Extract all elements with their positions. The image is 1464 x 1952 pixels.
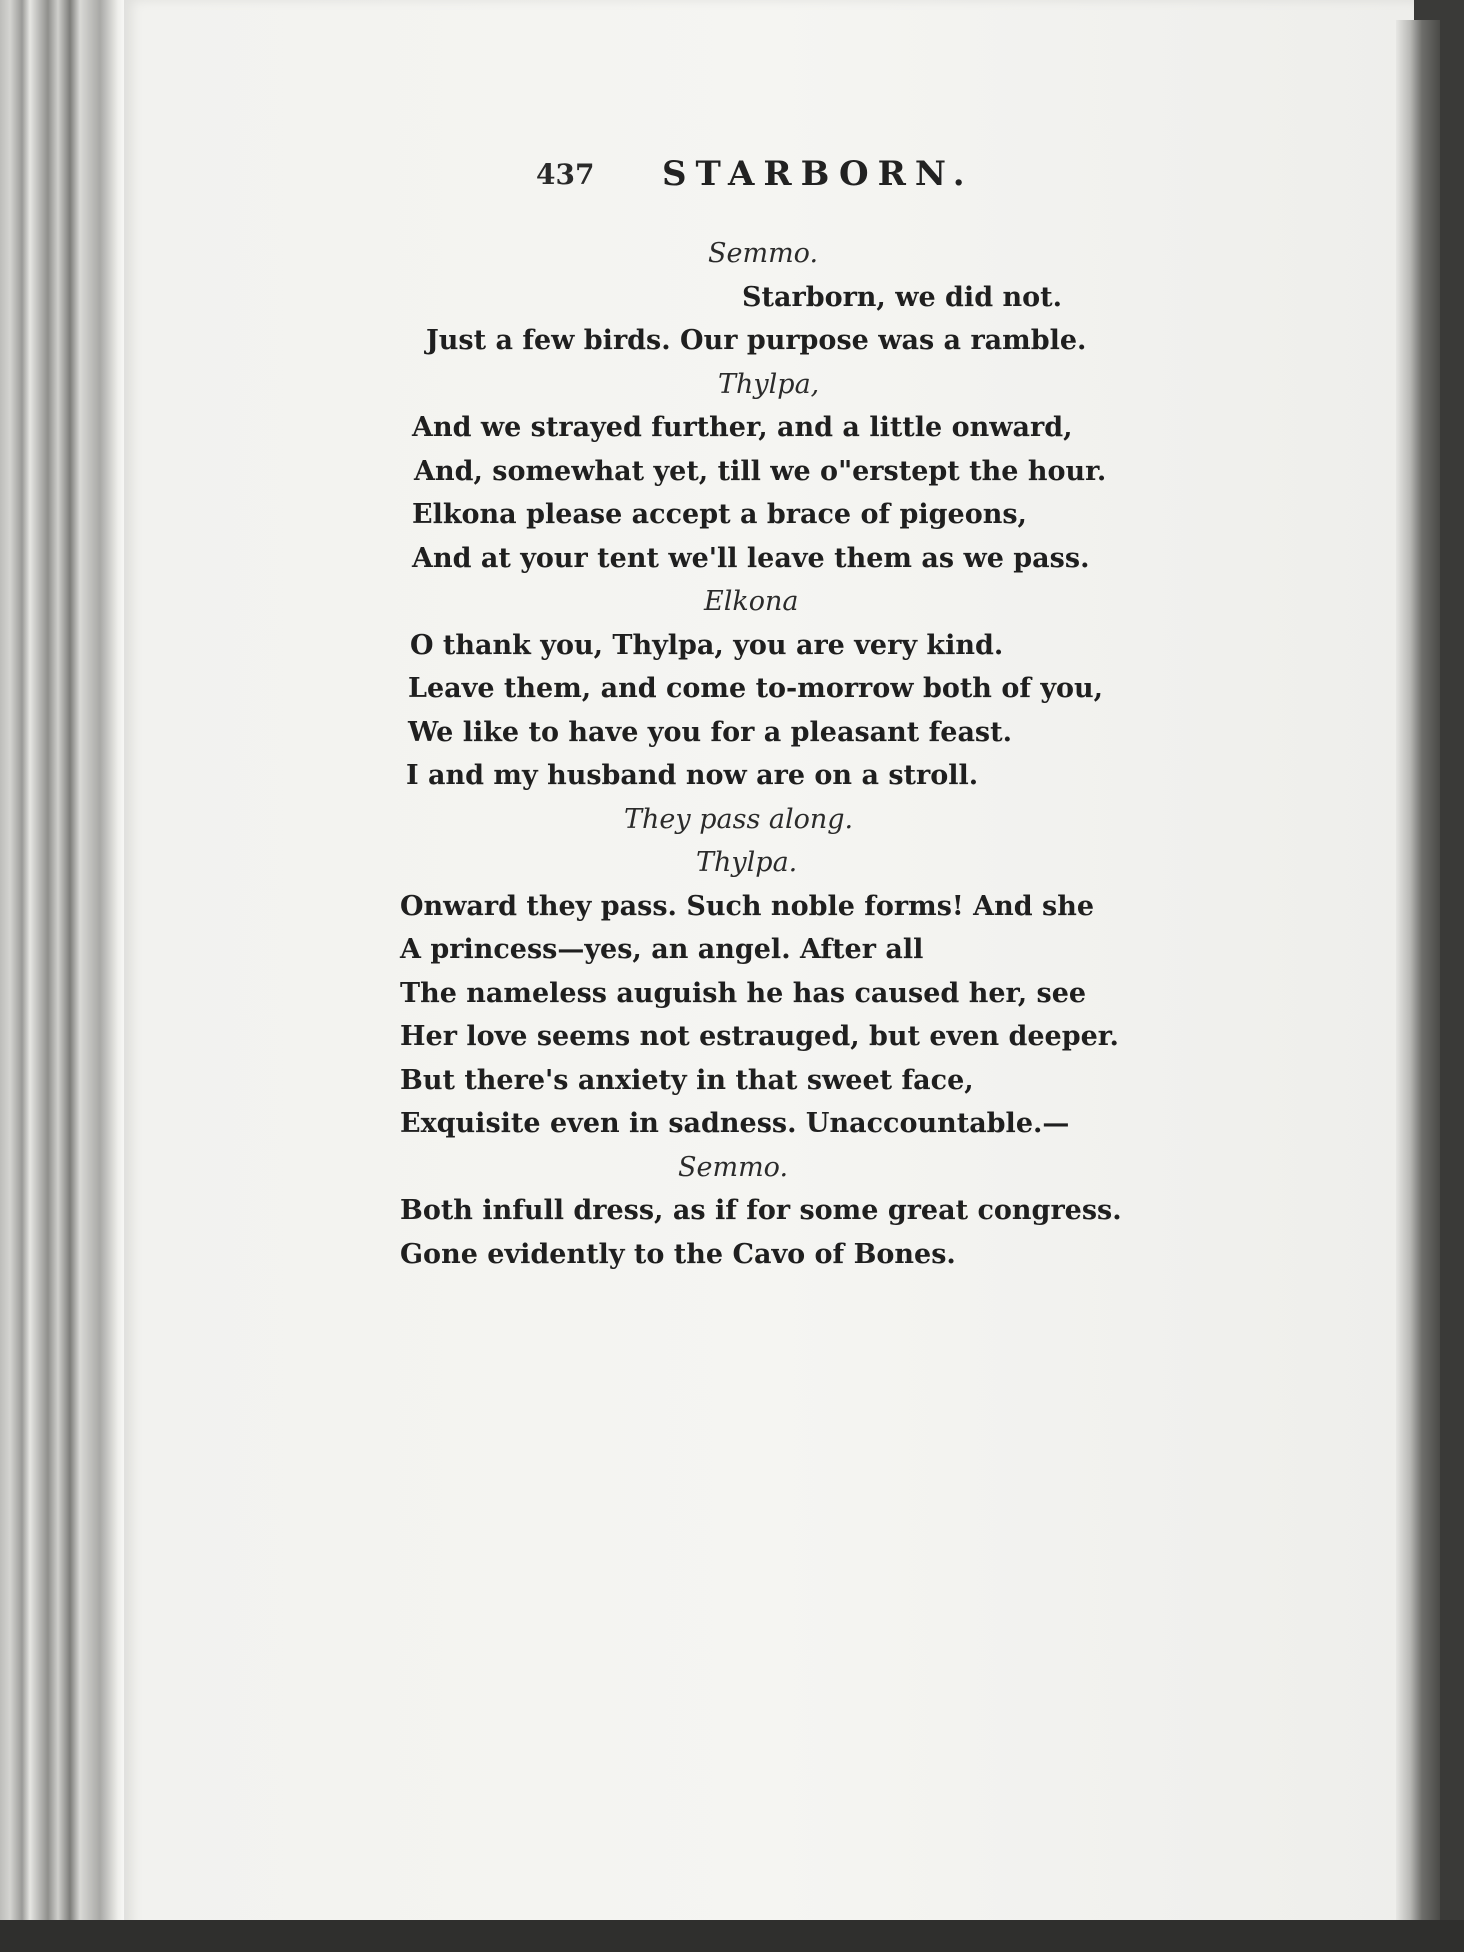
verse-line: Starborn, we did not.	[742, 281, 1062, 313]
verse-line: And, somewhat yet, till we o"erstept the hour.	[414, 455, 1107, 487]
verse-line: Both infull dress, as if for some great congress.	[400, 1195, 1122, 1226]
verse-line: Elkona please accept a brace of pigeons,	[412, 499, 1027, 530]
speaker-name: They pass along.	[624, 803, 854, 835]
verse-line: We like to have you for a pleasant feast.	[408, 716, 1013, 748]
verse-text	[400, 232, 1120, 1276]
page-number: 437	[536, 158, 595, 191]
verse-line: And we strayed further, and a little onward,	[412, 412, 1073, 443]
verse-line: A princess—yes, an angel. After all	[400, 934, 924, 965]
verse-line: Leave them, and come to-morrow both of you,	[408, 673, 1104, 704]
running-title: STARBORN.	[662, 154, 974, 194]
speaker-name: Semmo.	[708, 238, 819, 269]
verse-line: O thank you, Thylpa, you are very kind.	[410, 629, 1004, 661]
verse-line: Gone evidently to the Cavo of Bones.	[400, 1238, 956, 1270]
speaker-name: Elkona	[704, 586, 799, 617]
speaker-name: Thylpa,	[718, 368, 820, 400]
verse-line: Onward they pass. Such noble forms! And she	[400, 890, 1095, 922]
speaker-name: Thylpa.	[696, 847, 798, 878]
verse-line: Just a few birds. Our purpose was a ramble.	[426, 325, 1087, 356]
verse-line: But there's anxiety in that sweet face,	[400, 1064, 974, 1096]
book-page-edges	[0, 0, 130, 1952]
verse-line: I and my husband now are on a stroll.	[406, 760, 979, 791]
verse-line: Exquisite even in sadness. Unaccountable.—	[400, 1108, 1070, 1139]
page-header	[0, 150, 1464, 200]
speaker-name: Semmo.	[678, 1151, 789, 1183]
verse-line: The nameless auguish he has caused her, see	[400, 977, 1087, 1009]
verse-line: Her love seems not estrauged, but even deeper.	[400, 1021, 1119, 1052]
scan-bottom-border	[0, 1920, 1464, 1952]
verse-line: And at your tent we'll leave them as we pass.	[412, 542, 1090, 574]
book-spine-edge	[1396, 20, 1440, 1920]
